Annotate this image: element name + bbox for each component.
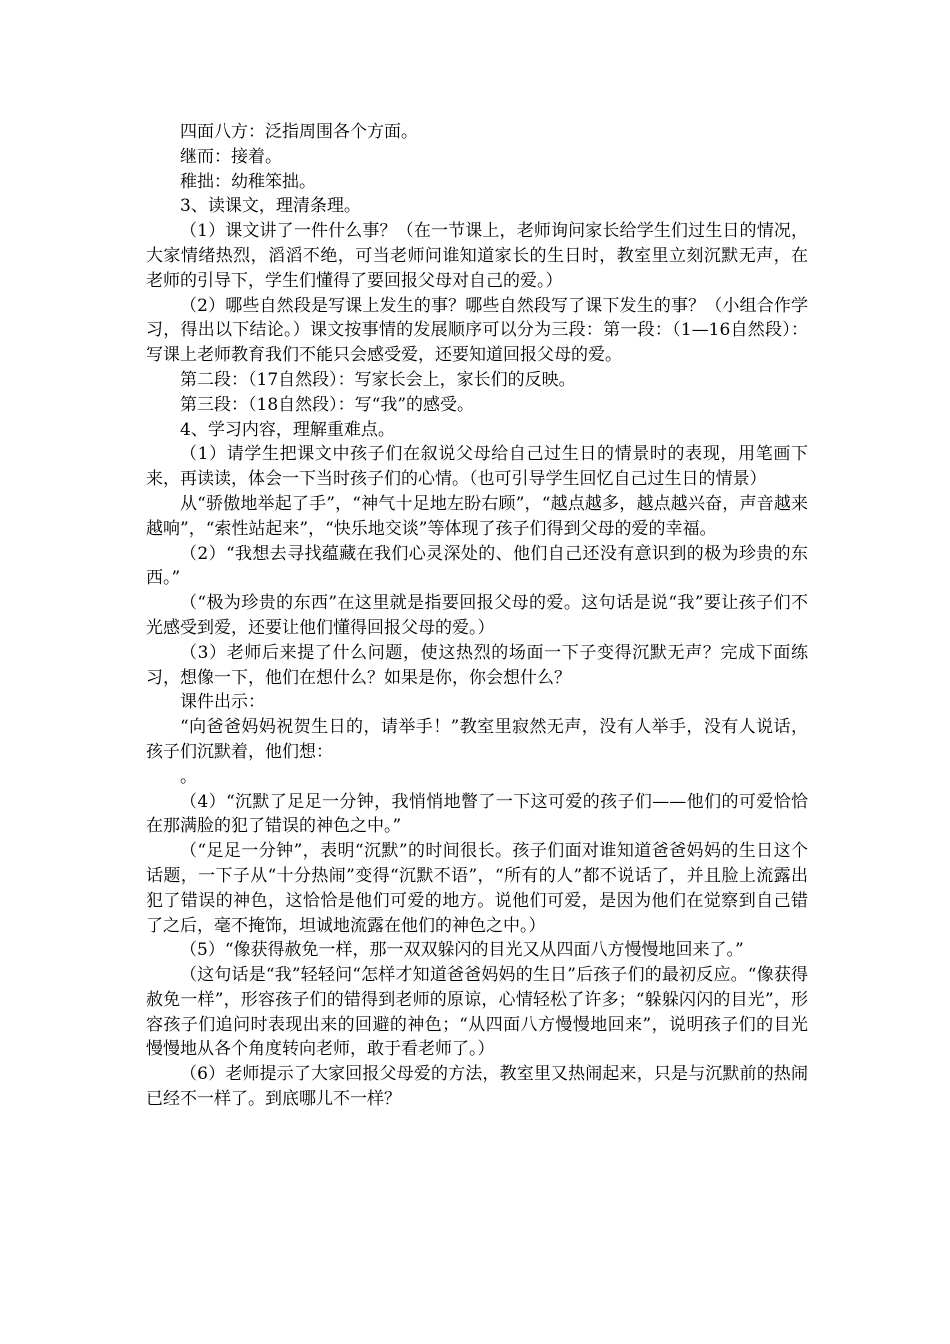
paragraph: （4）“沉默了足足一分钟，我悄悄地瞥了一下这可爱的孩子们——他们的可爱恰恰在那满脸的犯了错误的神色之中。” [146, 791, 808, 837]
paragraph: 继而：接着。 [180, 146, 282, 167]
paragraph: （这句话是“我”轻轻问“怎样才知道爸爸妈妈的生日”后孩子们的最初反应。“像获得赦免一样”，形容孩子们的错得到老师的原谅，心情轻松了许多；“躲躲闪闪的目光”，形容孩子们追问时表现出来的回避的神色；“从四面八方慢慢地回来”，说明孩子们的目光慢慢地从各个角度转向老师，敢于看老师了。） [146, 965, 808, 1060]
paragraph: “向爸爸妈妈祝贺生日的，请举手！”教室里寂然无声，没有人举手，没有人说话，孩子们沉默着，他们想： [146, 717, 808, 762]
paragraph: 第二段：（17自然段）：写家长会上，家长们的反映。 [180, 369, 576, 390]
paragraph: 稚拙：幼稚笨拙。 [180, 171, 316, 192]
paragraph: 课件出示： [180, 692, 265, 713]
paragraph: （1）课文讲了一件什么事？（在一节课上，老师询问家长给学生们过生日的情况，大家情绪热烈，滔滔不绝，可当老师问谁知道家长的生日时，教室里立刻沉默无声，在老师的引导下，学生们懂得了要回报父母对自己的爱。） [146, 221, 808, 291]
section-heading: 3、读课文，理清条理。 [180, 196, 361, 217]
paragraph: （5）“像获得赦免一样，那一双双躲闪的目光又从四面八方慢慢地回来了。” [180, 940, 744, 961]
paragraph: （3）老师后来提了什么问题，使这热烈的场面一下子变得沉默无声？完成下面练习，想像一下，他们在想什么？如果是你，你会想什么？ [146, 642, 808, 688]
section-heading: 4、学习内容，理解重难点。 [180, 419, 395, 440]
paragraph: （“极为珍贵的东西”在这里就是指要回报父母的爱。这句话是说“我”要让孩子们不光感受到爱，还要让他们懂得回报父母的爱。） [146, 593, 808, 638]
paragraph: （2）哪些自然段是写课上发生的事？哪些自然段写了课下发生的事？（小组合作学习，得出以下结论。）课文按事情的发展顺序可以分为三段：第一段：（1—16自然段）：写课上老师教育我们不能只会感受爱，还要知道回报父母的爱。 [146, 295, 808, 366]
paragraph: （2）“我想去寻找蕴藏在我们心灵深处的、他们自己还没有意识到的极为珍贵的东西。” [146, 543, 808, 589]
paragraph: 第三段：（18自然段）：写“我”的感受。 [180, 394, 475, 415]
paragraph: 四面八方：泛指周围各个方面。 [180, 122, 418, 142]
paragraph: 。 [180, 766, 197, 787]
paragraph: 从“骄傲地举起了手”，“神气十足地左盼右顾”，“越点越多，越点越兴奋，声音越来越响”，“索性站起来”，“快乐地交谈”等体现了孩子们得到父母的爱的幸福。 [146, 493, 808, 539]
paragraph: （6）老师提示了大家回报父母爱的方法，教室里又热闹起来，只是与沉默前的热闹已经不一样了。到底哪儿不一样？ [146, 1064, 808, 1110]
paragraph: （1）请学生把课文中孩子们在叙说父母给自己过生日的情景时的表现，用笔画下来，再读读，体会一下当时孩子们的心情。（也可引导学生回忆自己过生日的情景） [146, 444, 808, 490]
paragraph: （“足足一分钟”，表明“沉默”的时间很长。孩子们面对谁知道爸爸妈妈的生日这个话题，一下子从“十分热闹”变得“沉默不语”，“所有的人”都不说话了，并且脸上流露出犯了错误的神色，这恰恰是他们可爱的地方。说他们可爱，是因为他们在觉察到自己错了之后，毫不掩饰，坦诚地流露在他们的神色之中。） [146, 841, 808, 936]
document-body [146, 120, 808, 1112]
